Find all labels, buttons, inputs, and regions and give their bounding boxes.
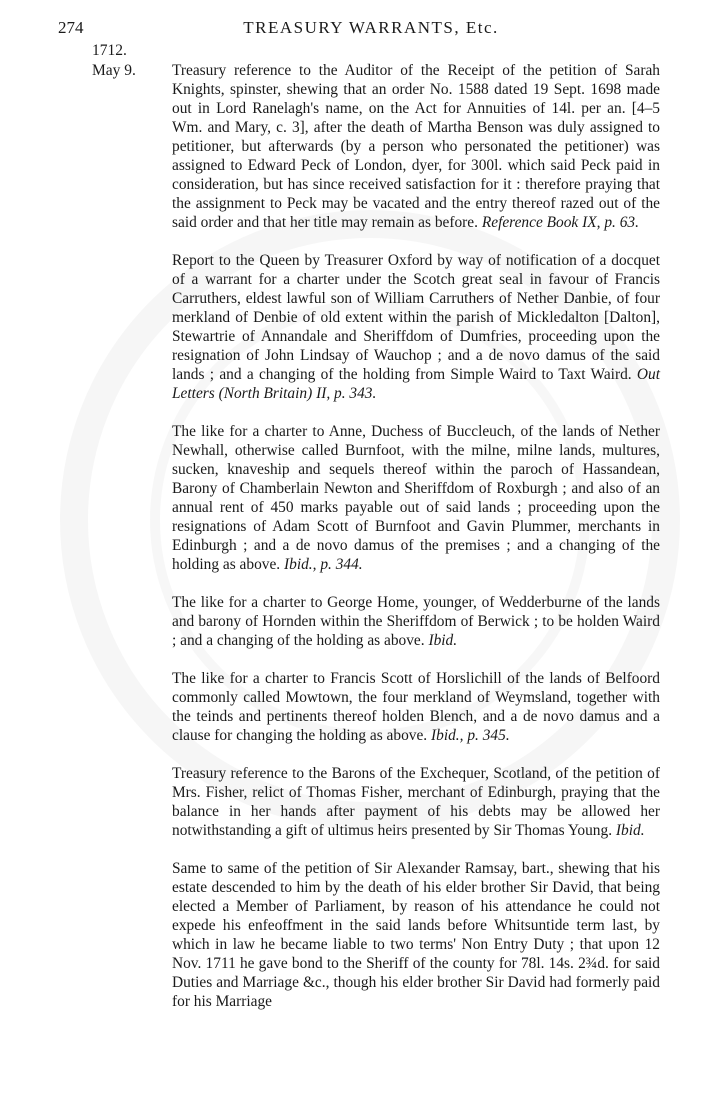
entry-text: Report to the Queen by Treasurer Oxford by way of notification of a docquet of a warrant for a charter under the Scotch great seal in favour of Francis Carruthers, eldest lawful son of William Carruthers of Nether Danbie, of four merkland of Denbie of old extent within the parish of Mickledalton [Dalton], Stewartrie of Annandale and Sheriffdom of Dumfries, proceeding upon the resignation of John Lindsay of Wauchop ; and a de novo damus of the said lands ; and a changing of the holding from Simple Waird to Taxt Waird. [172,252,660,383]
entry [172,593,660,650]
entry-reference: Ibid., p. 344. [284,556,363,573]
running-head: TREASURY WARRANTS, Etc. [243,18,499,37]
entry-text: The like for a charter to George Home, younger, of Wedderburne of the lands and barony of Hornden within the Sheriffdom of Berwick ; to be holden Waird ; and a changing of the holding as above. [172,594,660,649]
entry [172,764,660,840]
entry-text: The like for a charter to Anne, Duchess of Buccleuch, of the lands of Nether Newhall, otherwise called Burnfoot, with the milne, milne lands, multures, sucken, knaveship and sequels thereof within the paroch of Hassandean, Barony of Chamberlain Newton and Sheriffdom of Roxburgh ; and also of an annual rent of 450 marks payable out of said lands ; proceeding upon the resignations of Adam Scott of Burnfoot and Gavin Plummer, merchants in Edinburgh ; and a de novo damus of the premises ; and a changing of the holding as above. [172,423,660,573]
entry-reference: Ibid., p. 345. [431,727,510,744]
entry [172,859,660,1011]
entry [172,669,660,745]
entry [172,61,660,232]
entry-text: The like for a charter to Francis Scott of Horslichill of the lands of Belfoord commonly called Mowtown, the four merkland of Weymsland, together with the teinds and pertinents thereof holden Blench, and a de novo damus and a clause for changing the holding as above. [172,670,660,744]
entry [172,251,660,403]
margin-date: May 9. [92,62,136,79]
entry [172,422,660,574]
margin-year: 1712. [92,42,127,59]
entry-text: Treasury reference to the Barons of the Exchequer, Scotland, of the petition of Mrs. Fisher, relict of Thomas Fisher, merchant of Edinburgh, praying that the balance in her hands after payment of his debts may be allowed her notwithstanding a gift of ultimus heirs presented by Sir Thomas Young. [172,765,660,839]
entry-text: Same to same of the petition of Sir Alexander Ramsay, bart., shewing that his estate descended to him by the death of his elder brother Sir David, that being elected a Member of Parliament, by reason of his attendance he could not expede his enfeoffment in the said lands before Whitsuntide term last, by which in law he became liable to two terms' Non Entry Duty ; that upon 12 Nov. 1711 he gave bond to the Sheriff of the county for 78l. 14s. 2¾d. for said Duties and Marriage &c., though his elder brother Sir David had formerly paid for his Marriage [172,860,660,1010]
entry-reference: Out Letters (North Britain) II, p. 343. [172,366,660,402]
entry-reference: Reference Book IX, p. 63. [481,214,639,231]
entries [172,61,660,1030]
entry-reference: Ibid. [428,632,458,649]
page-header [0,16,722,42]
entry-reference: Ibid. [615,822,645,839]
page-number: 274 [58,18,84,37]
entry-text: Treasury reference to the Auditor of the Receipt of the petition of Sarah Knights, spinster, shewing that an order No. 1588 dated 19 Sept. 1698 made out in Lord Ranelagh's name, on the Act for Annuities of 14l. per an. [4–5 Wm. and Mary, c. 3], after the death of Martha Benson was duly assigned to petitioner, but afterwards (by a person who personated the petitioner) was assigned to Edward Peck of London, dyer, for 300l. which said Peck paid in consideration, but has since received satisfaction for it : therefore praying that the assignment to Peck may be vacated and the entry thereof razed out of the said order and that her title may remain as before. [172,62,660,231]
